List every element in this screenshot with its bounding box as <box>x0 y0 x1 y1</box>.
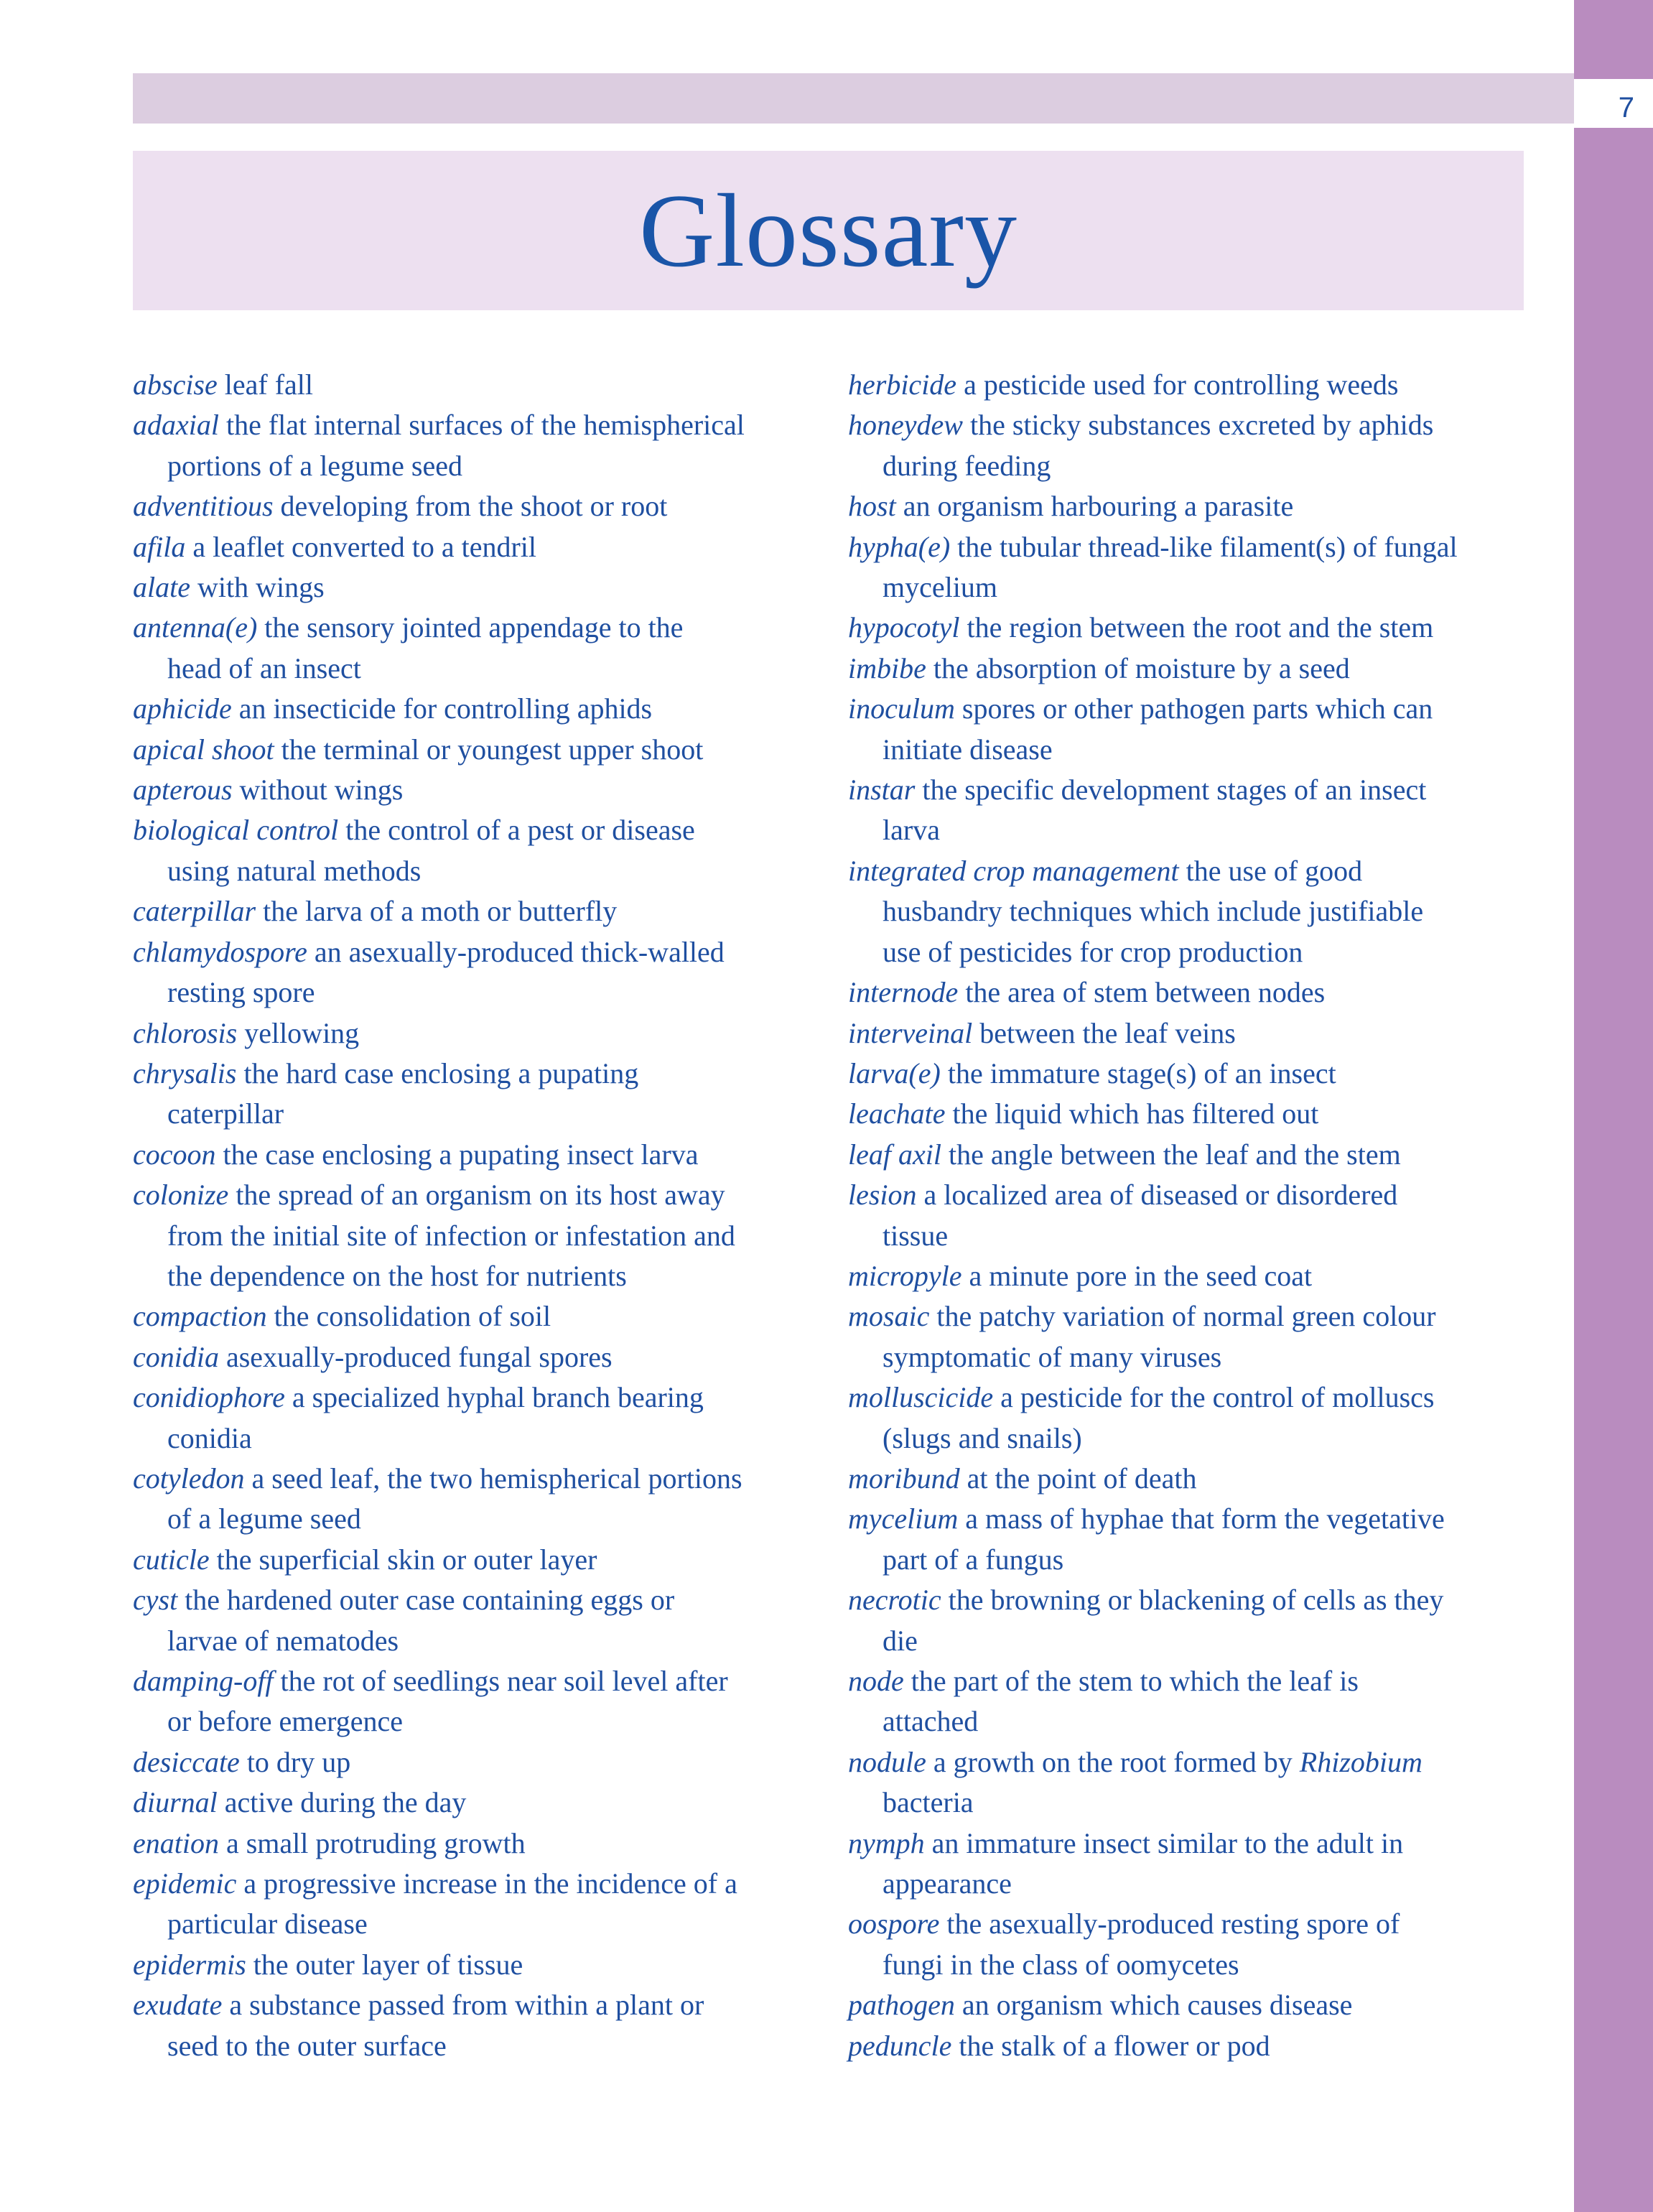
glossary-term: antenna(e) <box>133 611 258 644</box>
glossary-entry <box>133 1864 815 1904</box>
glossary-term: chrysalis <box>133 1056 237 1089</box>
glossary-entry-continuation <box>848 810 1530 850</box>
glossary-entry <box>848 1742 1530 1783</box>
glossary-entry <box>848 1580 1530 1620</box>
glossary-term: conidiophore <box>133 1381 285 1414</box>
glossary-term: epidemic <box>133 1867 237 1900</box>
glossary-entry <box>848 1256 1530 1296</box>
glossary-entry-continuation <box>133 446 815 486</box>
glossary-term: afila <box>133 530 186 563</box>
glossary-definition: the hard case enclosing a pupating <box>243 1056 639 1089</box>
glossary-definition: caterpillar <box>167 1097 284 1130</box>
glossary-entry <box>848 527 1530 567</box>
glossary-entry <box>133 486 815 526</box>
glossary-definition: attached <box>883 1705 979 1738</box>
glossary-definition: from the initial site of infection or infestation and <box>167 1219 735 1252</box>
glossary-definition: an insecticide for controlling aphids <box>238 692 653 725</box>
glossary-definition: larvae of nematodes <box>167 1624 399 1657</box>
glossary-term: leachate <box>848 1097 946 1130</box>
glossary-entry <box>848 689 1530 729</box>
glossary-entry <box>848 1823 1530 1864</box>
glossary-definition: active during the day <box>224 1786 467 1819</box>
glossary-term: cuticle <box>133 1543 210 1576</box>
glossary-definition: the flat internal surfaces of the hemispherical <box>225 409 745 442</box>
glossary-definition: leaf fall <box>224 368 314 401</box>
page-title: Glossary <box>638 172 1018 289</box>
glossary-entry-continuation <box>848 1540 1530 1580</box>
glossary-term: damping-off <box>133 1665 274 1697</box>
glossary-term: nymph <box>848 1826 925 1859</box>
glossary-entry-continuation <box>133 972 815 1013</box>
glossary-entry <box>133 932 815 972</box>
glossary-entry-continuation <box>133 2026 815 2066</box>
glossary-definition: the outer layer of tissue <box>253 1948 523 1981</box>
glossary-definition: asexually-produced fungal spores <box>225 1340 613 1373</box>
glossary-entry <box>133 1945 815 1985</box>
glossary-definition: (slugs and snails) <box>883 1421 1082 1454</box>
glossary-entry-continuation <box>133 1904 815 1944</box>
glossary-term: chlamydospore <box>133 935 307 968</box>
glossary-entry <box>133 1540 815 1580</box>
glossary-term: exudate <box>133 1989 223 2022</box>
glossary-entry <box>848 1459 1530 1499</box>
glossary-definition: the superficial skin or outer layer <box>216 1543 597 1576</box>
glossary-term: chlorosis <box>133 1016 238 1049</box>
glossary-definition: the sticky substances excreted by aphids <box>969 409 1434 442</box>
glossary-definition: a leaflet converted to a tendril <box>192 530 536 563</box>
glossary-definition: the stalk of a flower or pod <box>959 2029 1270 2062</box>
glossary-term: compaction <box>133 1300 267 1333</box>
glossary-entry-continuation <box>848 1783 1530 1823</box>
glossary-definition: to dry up <box>246 1745 351 1778</box>
glossary-definition: a specialized hyphal branch bearing <box>292 1381 704 1414</box>
glossary-definition: fungi in the class of oomycetes <box>883 1948 1239 1981</box>
glossary-term: oospore <box>848 1907 940 1941</box>
glossary-term: apterous <box>133 773 233 807</box>
glossary-term: micropyle <box>848 1259 962 1292</box>
glossary-entry-continuation <box>848 1945 1530 1985</box>
glossary-entry <box>133 770 815 810</box>
glossary-entry <box>133 1296 815 1337</box>
glossary-entry <box>848 2026 1530 2066</box>
glossary-entry <box>133 1580 815 1620</box>
glossary-definition: with wings <box>197 571 325 604</box>
glossary-definition: resting spore <box>167 976 315 1009</box>
glossary-entry-continuation <box>133 851 815 891</box>
glossary-entry <box>848 1175 1530 1215</box>
glossary-entry <box>133 1013 815 1054</box>
glossary-definition: the hardened outer case containing eggs or <box>185 1584 675 1617</box>
glossary-definition: the patchy variation of normal green colour <box>936 1300 1436 1333</box>
glossary-entry <box>133 1459 815 1499</box>
glossary-term: cotyledon <box>133 1462 245 1495</box>
glossary-definition: bacteria <box>883 1786 974 1819</box>
glossary-entry <box>848 770 1530 810</box>
glossary-term: conidia <box>133 1340 219 1373</box>
glossary-term: alate <box>133 571 190 604</box>
glossary-definition: portions of a legume seed <box>167 449 462 482</box>
glossary-entry-continuation <box>848 1337 1530 1377</box>
glossary-definition: the larva of a moth or butterfly <box>263 895 618 928</box>
glossary-entry-continuation <box>848 932 1530 972</box>
glossary-entry <box>848 1377 1530 1418</box>
glossary-entry <box>848 1499 1530 1539</box>
glossary-definition: of a legume seed <box>167 1502 361 1535</box>
glossary-definition: the use of good <box>1186 854 1363 887</box>
glossary-term: host <box>848 490 896 523</box>
glossary-term: nodule <box>848 1745 926 1778</box>
glossary-definition: use of pesticides for crop production <box>883 935 1303 968</box>
glossary-definition: a progressive increase in the incidence of a <box>243 1867 737 1900</box>
glossary-definition: the tubular thread-like filament(s) of fungal <box>957 530 1458 563</box>
glossary-entry <box>133 730 815 770</box>
glossary-term: colonize <box>133 1179 229 1212</box>
glossary-term: internode <box>848 976 959 1009</box>
glossary-definition: a mass of hyphae that form the vegetative <box>965 1502 1445 1535</box>
glossary-entry <box>848 1013 1530 1054</box>
glossary-entry <box>133 365 815 405</box>
glossary-term: larva(e) <box>848 1056 941 1089</box>
glossary-definition: a growth on the root formed by <box>933 1745 1300 1778</box>
glossary-definition: the specific development stages of an insect <box>922 773 1427 807</box>
glossary-entry <box>848 1296 1530 1337</box>
glossary-definition: the dependence on the host for nutrients <box>167 1259 627 1292</box>
glossary-definition: without wings <box>239 773 404 807</box>
glossary-right-column <box>848 365 1530 2066</box>
glossary-entry <box>848 608 1530 648</box>
glossary-term: lesion <box>848 1179 917 1212</box>
glossary-term: cocoon <box>133 1138 216 1171</box>
glossary-term: herbicide <box>848 368 957 401</box>
glossary-term: integrated crop management <box>848 854 1179 887</box>
glossary-definition: a seed leaf, the two hemispherical portions <box>251 1462 742 1495</box>
glossary-left-column <box>133 365 815 2066</box>
glossary-definition: an asexually-produced thick-walled <box>314 935 725 968</box>
glossary-term: apical shoot <box>133 733 274 766</box>
glossary-definition: spores or other pathogen parts which can <box>961 692 1433 725</box>
glossary-entry <box>848 486 1530 526</box>
glossary-term: moribund <box>848 1462 960 1495</box>
glossary-entry-continuation <box>848 730 1530 770</box>
glossary-entry <box>133 1337 815 1377</box>
glossary-definition: the liquid which has filtered out <box>952 1097 1319 1130</box>
glossary-definition: particular disease <box>167 1907 368 1941</box>
glossary-entry-continuation <box>133 1701 815 1742</box>
glossary-entry <box>848 1054 1530 1094</box>
glossary-entry <box>133 1175 815 1215</box>
glossary-term: molluscicide <box>848 1381 994 1414</box>
glossary-definition: die <box>883 1624 918 1657</box>
glossary-entry <box>133 1985 815 2025</box>
glossary-entry-continuation <box>133 649 815 689</box>
glossary-definition: developing from the shoot or root <box>280 490 668 523</box>
glossary-term: pathogen <box>848 1989 955 2022</box>
glossary-definition: the part of the stem to which the leaf is <box>911 1665 1359 1697</box>
glossary-entry-continuation <box>848 567 1530 608</box>
glossary-definition: during feeding <box>883 449 1051 482</box>
glossary-term: adventitious <box>133 490 274 523</box>
glossary-entry <box>133 1135 815 1175</box>
glossary-definition: using natural methods <box>167 854 422 887</box>
glossary-term: cyst <box>133 1584 178 1617</box>
glossary-entry-continuation <box>133 1499 815 1539</box>
glossary-entry <box>133 405 815 445</box>
glossary-definition: a small protruding growth <box>225 1826 526 1859</box>
glossary-definition: a minute pore in the seed coat <box>969 1259 1313 1292</box>
glossary-term: hypha(e) <box>848 530 951 563</box>
glossary-term: interveinal <box>848 1016 973 1049</box>
glossary-body <box>133 365 1524 2088</box>
glossary-term: diurnal <box>133 1786 218 1819</box>
glossary-entry <box>133 567 815 608</box>
glossary-term: instar <box>848 773 916 807</box>
glossary-entry <box>848 1661 1530 1701</box>
glossary-term: biological control <box>133 814 339 847</box>
glossary-definition: symptomatic of many viruses <box>883 1340 1222 1373</box>
glossary-term: peduncle <box>848 2029 952 2062</box>
glossary-definition: head of an insect <box>167 651 361 684</box>
glossary-term: necrotic <box>848 1584 941 1617</box>
glossary-definition: conidia <box>167 1421 252 1454</box>
glossary-definition: the terminal or youngest upper shoot <box>281 733 704 766</box>
glossary-definition: an organism which causes disease <box>961 1989 1353 2022</box>
glossary-term: leaf axil <box>848 1138 941 1171</box>
glossary-term: caterpillar <box>133 895 256 928</box>
glossary-entry <box>133 1054 815 1094</box>
glossary-definition: the browning or blackening of cells as they <box>948 1584 1444 1617</box>
glossary-definition: larva <box>883 814 940 847</box>
glossary-entry <box>133 1742 815 1783</box>
glossary-definition: initiate disease <box>883 733 1053 766</box>
glossary-definition: the asexually-produced resting spore of <box>946 1907 1400 1941</box>
glossary-entry <box>133 891 815 931</box>
glossary-definition: tissue <box>883 1219 949 1252</box>
glossary-definition: the rot of seedlings near soil level after <box>280 1665 728 1697</box>
glossary-term: epidermis <box>133 1948 246 1981</box>
glossary-entry-continuation <box>848 446 1530 486</box>
glossary-definition: the spread of an organism on its host away <box>236 1179 725 1212</box>
glossary-term: inoculum <box>848 692 955 725</box>
glossary-definition: part of a fungus <box>883 1543 1064 1576</box>
glossary-entry <box>133 1377 815 1418</box>
glossary-entry-continuation <box>848 1701 1530 1742</box>
glossary-entry-continuation <box>848 1864 1530 1904</box>
glossary-definition: at the point of death <box>967 1462 1197 1495</box>
glossary-term: adaxial <box>133 409 219 442</box>
glossary-definition: yellowing <box>244 1016 360 1049</box>
glossary-term: honeydew <box>848 409 963 442</box>
glossary-definition: a localized area of diseased or disordered <box>923 1179 1398 1212</box>
glossary-definition: the control of a pest or disease <box>345 814 695 847</box>
glossary-entry <box>848 851 1530 891</box>
glossary-term: mycelium <box>848 1502 959 1535</box>
glossary-definition: mycelium <box>883 571 997 604</box>
glossary-entry <box>848 1094 1530 1134</box>
glossary-definition: the case enclosing a pupating insect larva <box>223 1138 699 1171</box>
glossary-definition: an immature insect similar to the adult in <box>931 1826 1404 1859</box>
glossary-entry-continuation <box>848 891 1530 931</box>
glossary-definition: the region between the root and the stem <box>967 611 1434 644</box>
header-bar <box>133 73 1574 124</box>
glossary-entry <box>848 972 1530 1013</box>
glossary-entry <box>848 1904 1530 1944</box>
glossary-entry <box>848 1135 1530 1175</box>
glossary-entry <box>133 689 815 729</box>
glossary-entry <box>133 810 815 850</box>
glossary-definition: an organism harbouring a parasite <box>903 490 1294 523</box>
glossary-entry <box>848 405 1530 445</box>
page-number-box <box>1574 73 1653 128</box>
glossary-definition: seed to the outer surface <box>167 2029 447 2062</box>
glossary-definition: the sensory jointed appendage to the <box>264 611 684 644</box>
glossary-entry <box>133 1823 815 1864</box>
side-color-tab <box>1574 0 1653 2212</box>
glossary-entry <box>133 1661 815 1701</box>
glossary-term: mosaic <box>848 1300 930 1333</box>
glossary-entry-continuation <box>133 1094 815 1134</box>
glossary-entry <box>848 365 1530 405</box>
glossary-definition: the angle between the leaf and the stem <box>948 1138 1401 1171</box>
title-banner <box>133 151 1524 310</box>
glossary-definition: between the leaf veins <box>979 1016 1236 1049</box>
glossary-definition: the absorption of moisture by a seed <box>933 651 1350 684</box>
glossary-term: hypocotyl <box>848 611 960 644</box>
glossary-definition: the immature stage(s) of an insect <box>947 1056 1336 1089</box>
glossary-definition: appearance <box>883 1867 1012 1900</box>
glossary-definition: husbandry techniques which include justifiable <box>883 895 1424 928</box>
glossary-definition: a substance passed from within a plant or <box>229 1989 704 2022</box>
glossary-term: node <box>848 1665 904 1697</box>
glossary-entry-continuation <box>133 1418 815 1459</box>
glossary-entry-continuation <box>848 1418 1530 1459</box>
glossary-term: abscise <box>133 368 218 401</box>
glossary-italic-name: Rhizobium <box>1299 1745 1422 1778</box>
glossary-definition: a pesticide used for controlling weeds <box>964 368 1399 401</box>
glossary-entry <box>133 1783 815 1823</box>
glossary-entry <box>133 608 815 648</box>
glossary-entry-continuation <box>133 1621 815 1661</box>
glossary-entry-continuation <box>133 1216 815 1256</box>
glossary-definition: a pesticide for the control of molluscs <box>1000 1381 1435 1414</box>
glossary-entry <box>848 649 1530 689</box>
glossary-entry-continuation <box>848 1216 1530 1256</box>
page-number: 7 <box>1618 92 1634 124</box>
glossary-term: aphicide <box>133 692 232 725</box>
glossary-entry-continuation <box>848 1621 1530 1661</box>
glossary-term: imbibe <box>848 651 926 684</box>
glossary-term: desiccate <box>133 1745 240 1778</box>
glossary-entry <box>133 527 815 567</box>
glossary-entry-continuation <box>133 1256 815 1296</box>
glossary-definition: the consolidation of soil <box>274 1300 551 1333</box>
glossary-definition: or before emergence <box>167 1705 403 1738</box>
glossary-entry <box>848 1985 1530 2025</box>
glossary-definition: the area of stem between nodes <box>965 976 1326 1009</box>
glossary-term: enation <box>133 1826 219 1859</box>
